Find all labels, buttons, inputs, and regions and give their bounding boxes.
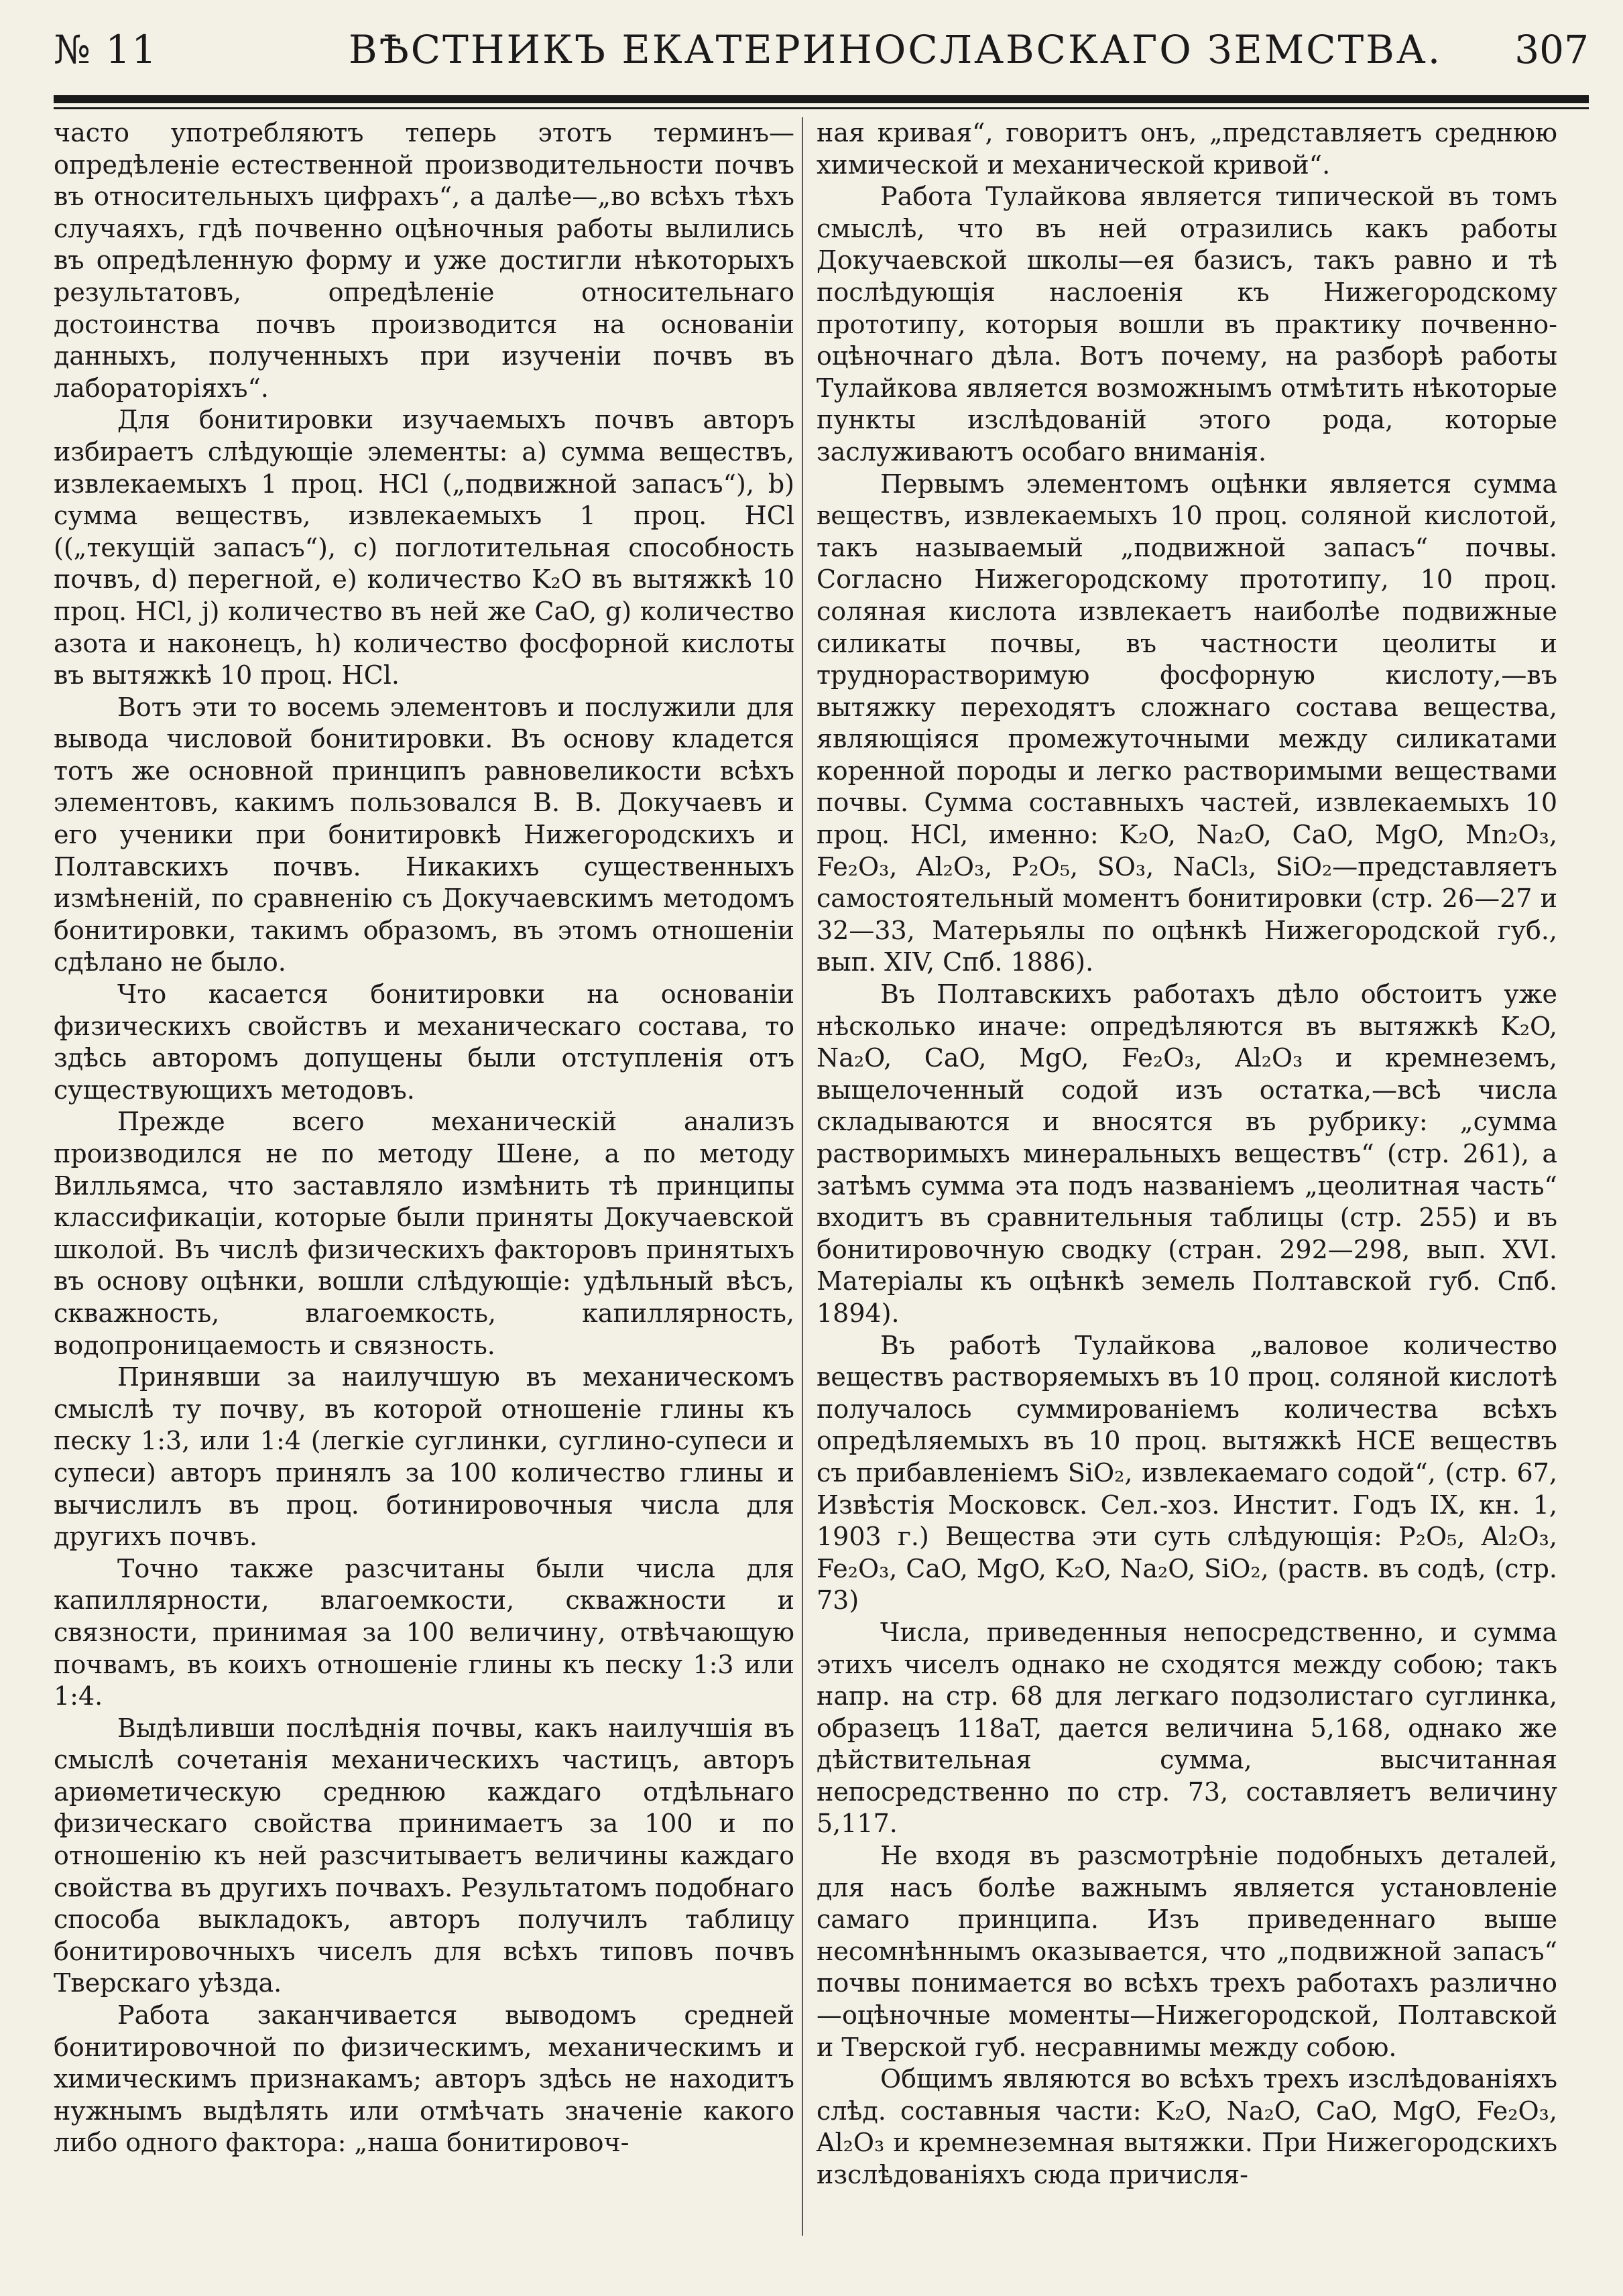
- paragraph: часто употребляютъ теперь этотъ терминъ—опредѣленіе естественной производительности почвъ въ относительныхъ цифрахъ“, а далѣе—„во всѣхъ тѣхъ случаяхъ, гдѣ почвенно оцѣночныя работы вылились въ опредѣленную форму и уже достигли нѣкоторыхъ результатовъ, опредѣленіе относительнаго достоинства почвъ производится на основаніи данныхъ, полученныхъ при изученіи почвъ въ лабораторіяхъ“.: [54, 118, 794, 403]
- paragraph: Принявши за наилучшую въ механическомъ смыслѣ ту почву, въ которой отношеніе глины къ песку 1:3, или 1:4 (легкіе суглинки, суглино-супеси и супеси) авторъ принялъ за 100 количество глины и вычислилъ въ проц. ботинировочныя числа для другихъ почвъ.: [54, 1362, 794, 1552]
- paragraph: Вотъ эти то восемь элементовъ и послужили для вывода числовой бонитировки. Въ основу кладется тотъ же основной принципъ равновеликости всѣхъ элементовъ, какимъ пользовался В. В. Докучаевъ и его ученики при бонитировкѣ Нижегородскихъ и Полтавскихъ почвъ. Никакихъ существенныхъ измѣненій, по сравненію съ Докучаевскимъ методомъ бонитировки, такимъ образомъ, въ этомъ отношеніи сдѣлано не было.: [54, 692, 794, 977]
- paragraph: Числа, приведенныя непосредственно, и сумма этихъ чиселъ однако не сходятся между собою; такъ напр. на стр. 68 для легкаго подзолистаго суглинка, образецъ 118aT, дается величина 5,168, однако же дѣйствительная сумма, высчитанная непосредственно по стр. 73, составляетъ величину 5,117.: [817, 1617, 1557, 1839]
- paragraph: Общимъ являются во всѣхъ трехъ изслѣдованіяхъ слѣд. составныя части: K₂O, Na₂O, CaO, MgO, Fe₂O₃, Al₂O₃ и кремнеземная вытяжки. При Нижегородскихъ изслѣдованіяхъ сюда причисля-: [817, 2064, 1557, 2189]
- paragraph: Что касается бонитировки на основаніи физическихъ свойствъ и механическаго состава, то здѣсь авторомъ допущены были отступленія отъ существующихъ методовъ.: [54, 979, 794, 1105]
- header-rule-thick: [54, 95, 1589, 103]
- header-rule-thin: [54, 107, 1589, 109]
- right-column: [817, 117, 1557, 2191]
- paragraph: Прежде всего механическій анализъ производился не по методу Шене, а по методу Вилльямса, что заставляло измѣнить тѣ принципы классификаціи, которые были приняты Докучаевской школой. Въ числѣ физическихъ факторовъ принятыхъ въ основу оцѣнки, вошли слѣдующіе: удѣльный вѣсъ, скважность, влагоемкость, капиллярность, водопроницаемость и связность.: [54, 1107, 794, 1360]
- paragraph: Работа Тулайкова является типической въ томъ смыслѣ, что въ ней отразились какъ работы Докучаевской школы—ея базисъ, такъ равно и тѣ послѣдующія наслоенія къ Нижегородскому прототипу, которыя вошли въ практику почвенно-оцѣночнаго дѣла. Вотъ почему, на разборѣ работы Тулайкова является возможнымъ отмѣтить нѣкоторые пункты изслѣдованій этого рода, которые заслуживаютъ особаго вниманія.: [817, 182, 1557, 467]
- issue-number: № 11: [54, 27, 158, 72]
- page-number: 307: [1514, 27, 1589, 72]
- paragraph: Выдѣливши послѣднія почвы, какъ наилучшія въ смыслѣ сочетанія механическихъ частицъ, авторъ ариѳметическую среднюю каждаго отдѣльнаго физическаго свойства принимаетъ за 100 и по отношенію къ ней разсчитываетъ величины каждаго свойства въ другихъ почвахъ. Результатомъ подобнаго способа выкладокъ, авторъ получилъ таблицу бонитировочныхъ чиселъ для всѣхъ типовъ почвъ Тверскаго уѣзда.: [54, 1713, 794, 1998]
- paragraph: ная кривая“, говоритъ онъ, „представляетъ среднюю химической и механической кривой“.: [817, 118, 1557, 180]
- running-header: [54, 19, 1589, 93]
- paragraph: Работа заканчивается выводомъ средней бонитировочной по физическимъ, механическимъ и химическимъ признакамъ; авторъ здѣсь не находитъ нужнымъ выдѣлять или отмѣчать значеніе какого либо одного фактора: „наша бонитировоч-: [54, 2000, 794, 2158]
- paragraph: Первымъ элементомъ оцѣнки является сумма веществъ, извлекаемыхъ 10 проц. соляной кислотой, такъ называемый „подвижной запасъ“ почвы. Согласно Нижегородскому прототипу, 10 проц. соляная кислота извлекаетъ наиболѣе подвижные силикаты почвы, въ частности цеолиты и труднорастворимую фосфорную кислоту,—въ вытяжку переходятъ сложнаго состава вещества, являющіяся промежуточными между силикатами коренной породы и легко растворимыми веществами почвы. Сумма составныхъ частей, извлекаемыхъ 10 проц. HCl, именно: K₂O, Na₂O, CaO, MgO, Mn₂O₃, Fe₂O₃, Al₂O₃, P₂O₅, SO₃, NaCl₃, SiO₂—представляетъ самостоятельный моментъ бонитировки (стр. 26—27 и 32—33, Матерьялы по оцѣнкѣ Нижегородской губ., вып. XIV, Спб. 1886).: [817, 469, 1557, 977]
- paragraph: Въ работѣ Тулайкова „валовое количество веществъ растворяемыхъ въ 10 проц. соляной кислотѣ получалось суммированіемъ количества всѣхъ опредѣляемыхъ въ 10 проц. вытяжкѣ HCE веществъ съ прибавленіемъ SiO₂, извлекаемаго содой“, (стр. 67, Извѣстія Московск. Сел.-хоз. Инстит. Годъ IX, кн. 1, 1903 г.) Вещества эти суть слѣдующія: P₂O₅, Al₂O₃, Fe₂O₃, CaO, MgO, K₂O, Na₂O, SiO₂, (раств. въ содѣ, (стр. 73): [817, 1330, 1557, 1616]
- paragraph: Точно также разсчитаны были числа для капиллярности, влагоемкости, скважности и связности, принимая за 100 величину, отвѣчающую почвамъ, въ коихъ отношеніе глины къ песку 1:3 или 1:4.: [54, 1553, 794, 1711]
- paragraph: Не входя въ разсмотрѣніе подобныхъ деталей, для насъ болѣе важнымъ является установленіе самаго принципа. Изъ приведеннаго выше несомнѣннымъ оказывается, что „подвижной запасъ“ почвы понимается во всѣхъ трехъ работахъ различно—оцѣночные моменты—Нижегородской, Полтавской и Тверской губ. несравнимы между собою.: [817, 1841, 1557, 2062]
- paragraph: Въ Полтавскихъ работахъ дѣло обстоитъ уже нѣсколько иначе: опредѣляются въ вытяжкѣ K₂O, Na₂O, CaO, MgO, Fe₂O₃, Al₂O₃ и кремнеземъ, выщелоченный содой изъ остатка,—всѣ числа складываются и вносятся въ рубрику: „сумма растворимыхъ минеральныхъ веществъ“ (стр. 261), а затѣмъ сумма эта подъ названіемъ „цеолитная часть“ входитъ въ сравнительныя таблицы (стр. 255) и въ бонитировочную сводку (стран. 292—298, вып. XVI. Матеріалы къ оцѣнкѣ земель Полтавской губ. Спб. 1894).: [817, 979, 1557, 1328]
- column-divider: [802, 117, 803, 2236]
- left-column: [54, 117, 794, 2159]
- paragraph: Для бонитировки изучаемыхъ почвъ авторъ избираетъ слѣдующіе элементы: a) сумма веществъ, извлекаемыхъ 1 проц. HCl („подвижной запасъ“), b) сумма веществъ, извлекаемыхъ 1 проц. HCl ((„текущій запасъ“), c) поглотительная способность почвъ, d) перегной, e) количество K₂O въ вытяжкѣ 10 проц. HCl, j) количество въ ней же CaO, g) количество азота и наконецъ, h) количество фосфорной кислоты въ вытяжкѣ 10 проц. HCl.: [54, 405, 794, 690]
- journal-title: ВѢСТНИКЪ ЕКАТЕРИНОСЛАВСКАГО ЗЕМСТВА.: [349, 27, 1443, 72]
